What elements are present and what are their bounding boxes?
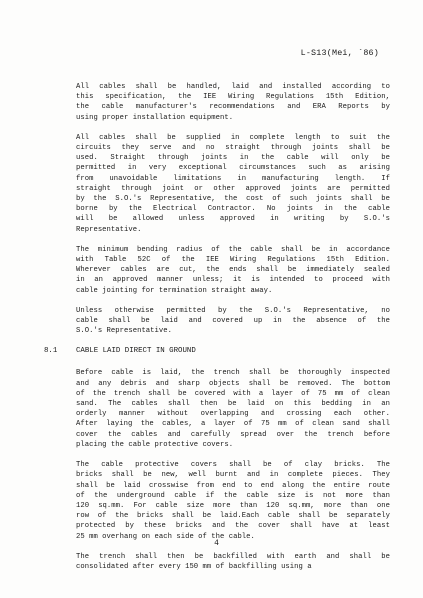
- section-title: CABLE LAID DIRECT IN GROUND: [76, 347, 196, 356]
- paragraph-line: S.O.'s Representative.: [76, 327, 172, 336]
- section-heading: [44, 346, 390, 356]
- paragraph-line: All cables shall be supplied in complete length to suit the: [76, 133, 390, 142]
- paragraph-line: row of the bricks shall be laid.Each cable shall be separately: [76, 512, 390, 521]
- document-reference: L-S13(Mei, `86): [300, 48, 379, 58]
- paragraph-line: used. Straight through joints in the cable will only be: [76, 154, 390, 163]
- paragraph-line: sand. The cables shall then be laid on this bedding in an: [76, 400, 390, 409]
- paragraph-line: bricks shall be new, well burnt and in complete pieces. They: [76, 471, 390, 480]
- paragraphs-before-section: [76, 82, 390, 336]
- paragraph-line: The minimum bending radius of the cable shall be in accordance: [76, 245, 390, 254]
- paragraph: [76, 245, 390, 296]
- paragraph-line: circuits they serve and no straight through joints shall be: [76, 144, 390, 153]
- document-body: [44, 82, 390, 582]
- paragraph-line: cable jointing for termination straight away.: [76, 286, 273, 295]
- paragraph-line: After laying the cables, a layer of 75 mm of clean sand shall: [76, 420, 390, 429]
- paragraph: [76, 460, 390, 542]
- paragraph-line: permitted in very exceptional circumstances such as arising: [76, 164, 390, 173]
- paragraph-line: Representative.: [76, 225, 142, 234]
- paragraph-line: consolidated after every 150 mm of backfilling using a: [76, 562, 312, 571]
- paragraph-line: orderly manner without overlapping and crossing each other.: [76, 410, 390, 419]
- paragraph-line: straight through joint or other approved joints are permitted: [76, 184, 390, 193]
- paragraph-line: protected by these bricks and the cover shall have at least: [76, 522, 390, 531]
- paragraph-line: The trench shall then be backfilled with earth and shall be: [76, 552, 390, 561]
- paragraph: [76, 133, 390, 235]
- paragraph: [76, 552, 390, 572]
- paragraph-line: 120 sq.mm. For cable size more than 120 sq.mm, more than one: [76, 501, 390, 510]
- paragraph-line: Unless otherwise permitted by the S.O.'s Representative, no: [76, 306, 390, 315]
- paragraph-line: The cable protective covers shall be of clay bricks. The: [76, 461, 390, 470]
- paragraph-line: borne by the Electrical Contractor. No joints in the cable: [76, 205, 390, 214]
- section-number: 8.1: [44, 347, 58, 356]
- paragraph-line: shall be laid crosswise from end to end along the entire route: [76, 481, 390, 490]
- paragraph-line: placing the cable protective covers.: [76, 440, 234, 449]
- paragraph: [76, 306, 390, 337]
- paragraph: [76, 368, 390, 450]
- paragraph-line: using proper installation equipment.: [76, 113, 234, 122]
- paragraph-line: Before cable is laid, the trench shall be thoroughly inspected: [76, 369, 390, 378]
- paragraph-line: in an approved manner unless; it is intended to proceed with: [76, 276, 390, 285]
- paragraph-line: will be allowed unless approved in writing by S.O.'s: [76, 215, 390, 224]
- paragraph-line: All cables shall be handled, laid and installed according to: [76, 83, 390, 91]
- paragraph-line: Wherever cables are cut, the ends shall be immediately sealed: [76, 266, 390, 275]
- paragraph-line: this specification, the IEE Wiring Regulations 15th Edition,: [76, 93, 390, 102]
- paragraph-line: and any debris and sharp objects shall be removed. The bottom: [76, 379, 390, 388]
- paragraph-line: cover the cables and carefully spread over the trench before: [76, 430, 390, 439]
- paragraph-line: from unavoidable limitations in manufacturing length. If: [76, 174, 390, 183]
- paragraph-line: of the underground cable if the cable size is not more than: [76, 491, 390, 500]
- paragraph-line: by the S.O.'s Representative, the cost of such joints shall be: [76, 195, 390, 204]
- paragraph-line: 25 mm overhang on each side of the cable.: [76, 532, 255, 541]
- paragraph: [76, 82, 390, 123]
- paragraph-line: cable shall be laid and covered up in the absence of the: [76, 317, 390, 326]
- paragraph-line: with Table 52C of the IEE Wiring Regulations 15th Edition.: [76, 256, 390, 265]
- page-number: 4: [214, 539, 219, 548]
- paragraph-line: the cable manufacturer's recommendations and ERA Reports by: [76, 103, 390, 112]
- paragraph-line: of the trench shall be covered with a layer of 75 mm of clean: [76, 389, 390, 398]
